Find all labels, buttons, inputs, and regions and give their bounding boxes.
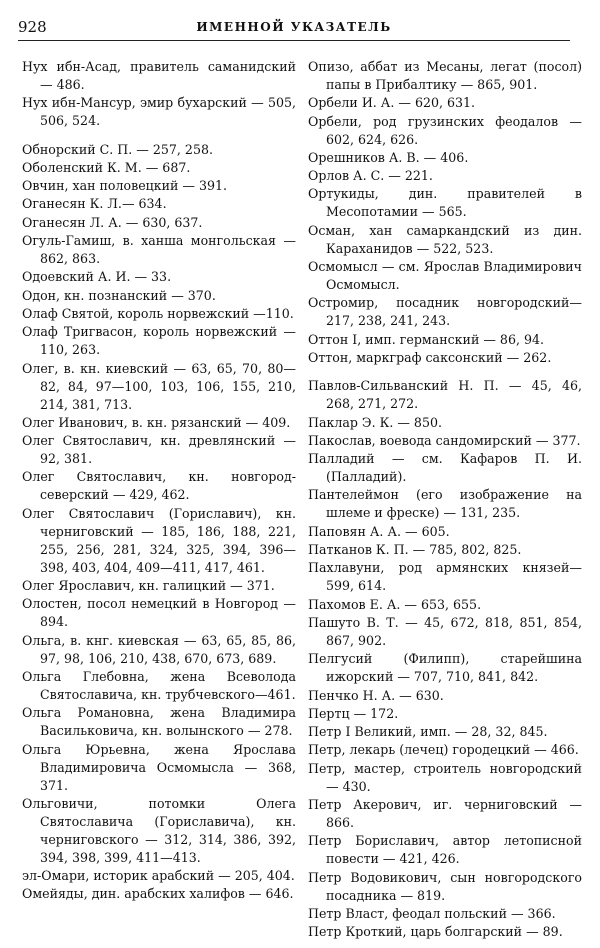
index-entry: Пахлавуни, род армянских князей— 599, 614. <box>308 560 582 594</box>
index-entry: Огуль-Гамиш, в. ханша монгольская — 862, 863. <box>22 233 296 267</box>
index-entry: Обнорский С. П. — 257, 258. <box>22 141 213 157</box>
index-entry: Орешников А. В. — 406. <box>308 149 469 165</box>
index-entry: Ольга, в. кнг. киевская — 63, 65, 85, 86, 97, 98, 106, 210, 438, 670, 673, 689. <box>22 632 296 666</box>
page-header <box>18 14 570 41</box>
index-entry: Олег Иванович, в. кн. рязанский — 409. <box>22 414 291 430</box>
index-entry: Одоевский А. И. — 33. <box>22 269 172 285</box>
index-entry: Петр Акерович, иг. черниговский — 866. <box>308 797 582 831</box>
index-entry: Пертц — 172. <box>308 705 399 721</box>
index-entry: Олаф Тригвасон, король норвежский — 110, 263. <box>22 324 296 358</box>
index-entry: Олег Святославич, кн. древлянский — 92, 381. <box>22 433 296 467</box>
right-column <box>308 58 582 942</box>
index-entry: Ольга Глебовна, жена Всеволода Святославича, кн. трубчевского—461. <box>22 668 296 702</box>
index-entry: Олостен, посол немецкий в Новгород — 894. <box>22 596 296 630</box>
page-number: 928 <box>18 18 47 36</box>
letter-gap <box>22 131 296 141</box>
index-entry: Осман, хан самаркандский из дин. Караханидов — 522, 523. <box>308 222 582 256</box>
index-entry: Пелгусий (Филипп), старейшина ижорский — 707, 710, 841, 842. <box>308 651 582 685</box>
index-entry: Ольга Юрьевна, жена Ярослава Владимировича Осмомысла — 368, 371. <box>22 741 296 793</box>
index-entry: Пакослав, воевода сандомирский — 377. <box>308 432 581 448</box>
index-entry: Пахомов Е. А. — 653, 655. <box>308 596 482 612</box>
index-entry: Омейяды, дин. арабских халифов — 646. <box>22 886 294 902</box>
index-entry: Петр Бориславич, автор летописной повести — 421, 426. <box>308 833 582 867</box>
index-entry: Пантелеймон (его изображение на шлеме и фреске) — 131, 235. <box>308 487 582 521</box>
index-entry: Пашуто В. Т. — 45, 672, 818, 851, 854, 867, 902. <box>308 614 582 648</box>
running-title: ИМЕННОЙ УКАЗАТЕЛЬ <box>196 20 392 34</box>
index-entry: Оганесян К. Л.— 634. <box>22 196 167 212</box>
index-entry: Олег Ярославич, кн. галицкий — 371. <box>22 578 275 594</box>
index-entry: Паповян А. А. — 605. <box>308 523 450 539</box>
index-entry: Нух ибн-Мансур, эмир бухарский — 505, 506, 524. <box>22 95 296 129</box>
index-entry: Остромир, посадник новгородский— 217, 238, 241, 243. <box>308 295 582 329</box>
index-entry: Олег, в. кн. киевский — 63, 65, 70, 80—82, 84, 97—100, 103, 106, 155, 210, 214, 381, 713. <box>22 360 296 412</box>
index-entry: Нух ибн-Асад, правитель саманидский — 486. <box>22 59 296 92</box>
index-entry: Олег Святославич, кн. новгород-северский — 429, 462. <box>22 469 296 503</box>
index-entry: эл-Омари, историк арабский — 205, 404. <box>22 868 295 884</box>
index-entry: Ортукиды, дин. правителей в Месопотамии — 565. <box>308 186 582 220</box>
index-entry: Осмомысл — см. Ярослав Владимирович Осмомысл. <box>308 259 582 293</box>
left-column <box>22 58 296 904</box>
index-entry: Оганесян Л. А. — 630, 637. <box>22 214 203 230</box>
index-entry: Петр Кроткий, царь болгарский — 89. <box>308 924 563 940</box>
index-entry: Ольга Романовна, жена Владимира Васильковича, кн. волынского — 278. <box>22 705 296 739</box>
index-entry: Опизо, аббат из Месаны, легат (посол) папы в Прибалтику — 865, 901. <box>308 59 582 92</box>
index-entry: Петр I Великий, имп. — 28, 32, 845. <box>308 724 548 740</box>
index-entry: Орбели И. А. — 620, 631. <box>308 95 476 111</box>
index-entry: Ольговичи, потомки Олега Святославича (Гориславича), кн. черниговского — 312, 314, 386, 392, 394, 398, 399, 411—413. <box>22 795 296 865</box>
index-entry: Павлов-Сильванский Н. П. — 45, 46, 268, 271, 272. <box>308 378 582 412</box>
index-entry: Олег Святославич (Гориславич), кн. черниговский — 185, 186, 188, 221, 255, 256, 281, 324, 325, 394, 396—398, 403, 404, 409—411, 417, 461. <box>22 505 296 575</box>
index-entry: Пенчко Н. А. — 630. <box>308 687 444 703</box>
index-entry: Одон, кн. познанский — 370. <box>22 287 216 303</box>
index-entry: Петр, лекарь (лечец) городецкий — 466. <box>308 742 579 758</box>
index-entry: Петр, мастер, строитель новгородский — 430. <box>308 760 582 794</box>
index-entry: Патканов К. П. — 785, 802, 825. <box>308 542 522 558</box>
index-entry: Оболенский К. М. — 687. <box>22 159 191 175</box>
letter-gap <box>308 367 582 377</box>
index-entry: Овчин, хан половецкий — 391. <box>22 178 228 194</box>
index-entry: Петр Водовикович, сын новгородского посадника — 819. <box>308 869 582 903</box>
index-entry: Орбели, род грузинских феодалов — 602, 624, 626. <box>308 113 582 147</box>
index-entry: Паклар Э. К. — 850. <box>308 414 442 430</box>
index-entry: Оттон I, имп. германский — 86, 94. <box>308 331 544 347</box>
index-entry: Орлов А. С. — 221. <box>308 168 433 184</box>
index-entry: Оттон, маркграф саксонский — 262. <box>308 349 552 365</box>
index-entry: Олаф Святой, король норвежский —110. <box>22 305 294 321</box>
index-entry: Петр Власт, феодал польский — 366. <box>308 905 556 921</box>
index-entry: Палладий — см. Кафаров П. И. (Палладий). <box>308 451 582 485</box>
